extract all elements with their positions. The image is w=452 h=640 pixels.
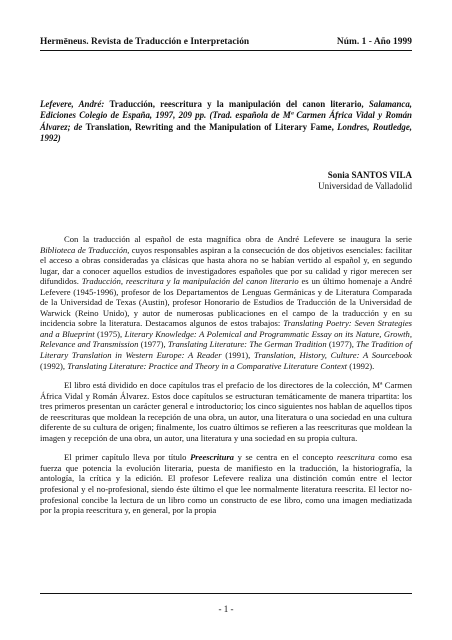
text-run: (1992). [347, 360, 375, 371]
article-body [40, 234, 412, 525]
text-run: , cuyos responsables aspiran a la consecución de dos objetivos esenciales: facilitar el acceso a obras consideradas ya clásicas que hasta ahora no se habían vertido al español y, en segundo lugar, dar a conocer aquellos estudios de investigadores españoles que por su calidad y rigor merecen ser difundidos. [40, 244, 412, 287]
title-author: Lefevere, André: [40, 99, 110, 109]
emphasis-italic: Translation, History, Culture: A Sourcebook [254, 350, 412, 361]
emphasis-italic: reescritura [336, 452, 375, 463]
text-run: (1991), [221, 350, 255, 361]
title-original-publisher: Londres, Routledge, 1992) [40, 121, 412, 143]
title-publication: Salamanca, Ediciones Colegio de España, 1997, 209 pp. (Trad. española de Mª Carmen África Vidal y Román Álvarez; de [40, 99, 412, 132]
text-run: El primer capítulo lleva por título [64, 452, 191, 463]
text-run: (1977), [326, 339, 357, 350]
paragraph [40, 452, 412, 515]
emphasis-italic: Literary Knowledge: A Polemical and Programmatic Essay on its Nature, Growth, Relevance and Transmission [40, 328, 413, 350]
journal-name: Hermēneus. Revista de Traducción e Interpretación [40, 37, 250, 47]
text-run: Con la traducción al español de esta magnífica obra de André Lefevere se inaugura la serie [64, 234, 412, 244]
reviewer-affiliation: Universidad de Valladolid [318, 181, 412, 191]
text-run: como esa fuerza que potencia la evolución literaria, puesta de manifiesto en la traducción, la historiografía, la antología, la crítica y la edición. El profesor Lefevere realiza una distinción común entre el lector profesional y el no-profesional, siendo éste último el que lee normalmente literatura reescrita. El lector no-profesional concibe la lectura de un libro como un constructo de ese libro, como una imagen mediatizada por la propia reescritura y, en general, por la propia [40, 452, 412, 516]
text-run: (1977), [138, 339, 168, 350]
emphasis-bold-italic: Preescritura [190, 452, 234, 463]
emphasis-italic: Translating Literature: The German Tradition [167, 339, 327, 350]
emphasis-italic: Traducción, reescritura y la manipulación del canon literario [81, 276, 299, 287]
emphasis-italic: The Tradition of Literary Translation in Western Europe: A Reader [40, 339, 412, 361]
review-title [40, 99, 412, 144]
emphasis-italic: Biblioteca de Traducción [40, 244, 128, 255]
text-run: El libro está dividido en doce capítulos tras el prefacio de los directores de la colección, Mª Carmen África Vidal y Román Álvarez. Estos doce capítulos se estructuran temáticamente de manera tripartita: los tres primeros presentan un carácter general e introductorio; los cinco siguientes nos hablan de aquellos tipos de reescrituras que moldean la recepción de una obra, un autor, una literatura o una sociedad en una cultura diferente de su cultura de origen; finalmente, los cuatro últimos se refieren a las reescrituras que moldean la imagen y recepción de una obra, un autor, una literatura y una sociedad en su propia cultura. [40, 380, 412, 443]
paragraph [40, 380, 412, 443]
emphasis-italic: Translating Literature: Practice and Theory in a Comparative Literature Context [67, 360, 348, 371]
reviewer-name: Sonia SANTOS VILA [327, 170, 412, 180]
title-original: Translation, Rewriting and the Manipulation of Literary Fame, [85, 121, 338, 132]
page-number: - 1 - [218, 604, 234, 614]
running-header [40, 37, 412, 51]
reviewer-block [318, 170, 412, 192]
issue-number: Núm. 1 - Año 1999 [336, 37, 412, 47]
footer-rule [40, 593, 412, 594]
text-run: (1992), [40, 360, 68, 371]
text-run: (1975), [94, 328, 125, 339]
title-book: Traducción, reescritura y la manipulación del canon literario, [109, 99, 369, 109]
paragraph [40, 234, 412, 371]
text-run: es un último homenaje a André Lefevere (1945-1996), profesor de los Departamentos de Lenguas Germánicas y de Literatura Comparada de la Universidad de Texas (Austin), profesor Honorario de Estudios de Traducción de la Universidad de Warwick (Reino Unido), y autor de numerosas publicaciones en el campo de la traducción y en su incidencia sobre la literatura. Destacamos algunos de estos trabajos: [40, 276, 413, 329]
emphasis-italic: Translating Poetry: Seven Strategies and a Blueprint [40, 318, 413, 339]
text-run: y se centra en el concepto [233, 452, 337, 463]
